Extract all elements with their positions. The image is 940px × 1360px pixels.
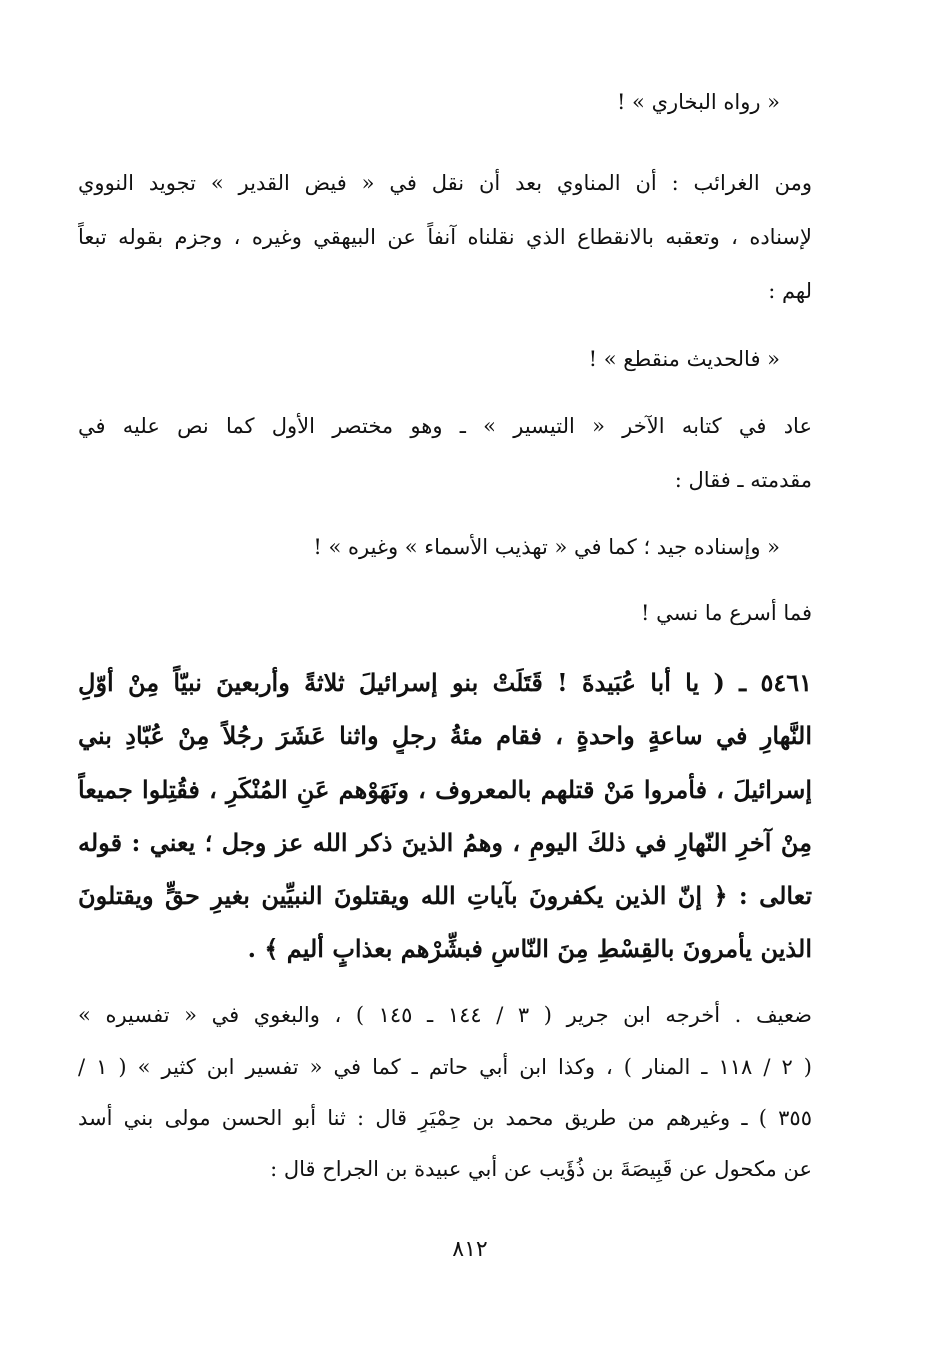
takhrij-line-2: ( ٢ / ١١٨ ـ المنار ) ، وكذا ابن أبي حاتم ـ كما في « تفسير ابن كثير » ( ١ /: [78, 1055, 812, 1079]
takhrij-line-1: ضعيف . أخرجه ابن جرير ( ٣ / ١٤٤ ـ ١٤٥ ) ، والبغوي في « تفسيره »: [78, 1003, 812, 1027]
hadith-line-1: ٥٤٦١ ـ ( يا أبا عُبَيدةَ ! قَتَلَتْ بنو إسرائيلَ ثلاثةً وأربعينَ نبيّاً مِنْ أوّلِ: [78, 668, 812, 697]
text-line-3: لإسناده ، وتعقبه بالانقطاع الذي نقلناه آنفاً عن البيهقي وغيره ، وجزم بقوله تبعاً: [78, 225, 812, 249]
text-line-6: عاد في كتابه الآخر « التيسير » ـ وهو مختصر الأول كما نص عليه في: [78, 414, 812, 438]
text-line-7: مقدمته ـ فقال :: [674, 468, 812, 492]
hadith-line-5: تعالى : ﴿ إنّ الذين يكفرونَ بآياتِ الله ويقتلونَ النبيِّين بغيرِ حقٍّ ويقتلونَ: [78, 881, 812, 910]
takhrij-line-3: ٣٥٥ ) ـ وغيرهم من طريق محمد بن حِمْيَرٍ قال : ثنا أبو الحسن مولى بني أسد: [78, 1106, 812, 1130]
text-line-2: ومن الغرائب : أن المناوي بعد أن نقل في « فيض القدير » تجويد النووي: [78, 171, 812, 195]
text-line-8: « وإسناده جيد ؛ كما في « تهذيب الأسماء » وغيره » !: [313, 535, 780, 559]
text-line-5: « فالحديث منقطع » !: [588, 347, 780, 371]
text-line-9: فما أسرع ما نسي !: [641, 601, 812, 625]
hadith-line-2: النَّهارِ في ساعةٍ واحدةٍ ، فقام مئةُ رجلٍ واثنا عَشَرَ رجُلاً مِنْ عُبّادِ بني: [78, 721, 812, 750]
takhrij-line-4: عن مكحول عن قَبِيصَةَ بن ذُؤَيب عن أبي عبيدة بن الجراح قال :: [270, 1157, 812, 1181]
page-number: ٨١٢: [452, 1237, 488, 1262]
hadith-line-4: مِنْ آخرِ النّهارِ في ذلكَ اليومِ ، وهمُ الذينَ ذكر الله عز وجل ؛ يعني : قوله: [78, 828, 812, 857]
hadith-line-6: الذين يأمرونَ بالقِسْطِ مِنَ النّاسِ فبشِّرْهم بعذابٍ أليم ﴾ .: [247, 934, 812, 963]
hadith-line-3: إسرائيلَ ، فأمروا مَنْ قتلهم بالمعروف ، ونَهَوْهم عَنِ المُنْكَرِ ، فقُتِلوا جميعاً: [78, 775, 812, 804]
text-line-4: لهم :: [768, 279, 812, 303]
text-line-1: « رواه البخاري » !: [616, 90, 780, 114]
